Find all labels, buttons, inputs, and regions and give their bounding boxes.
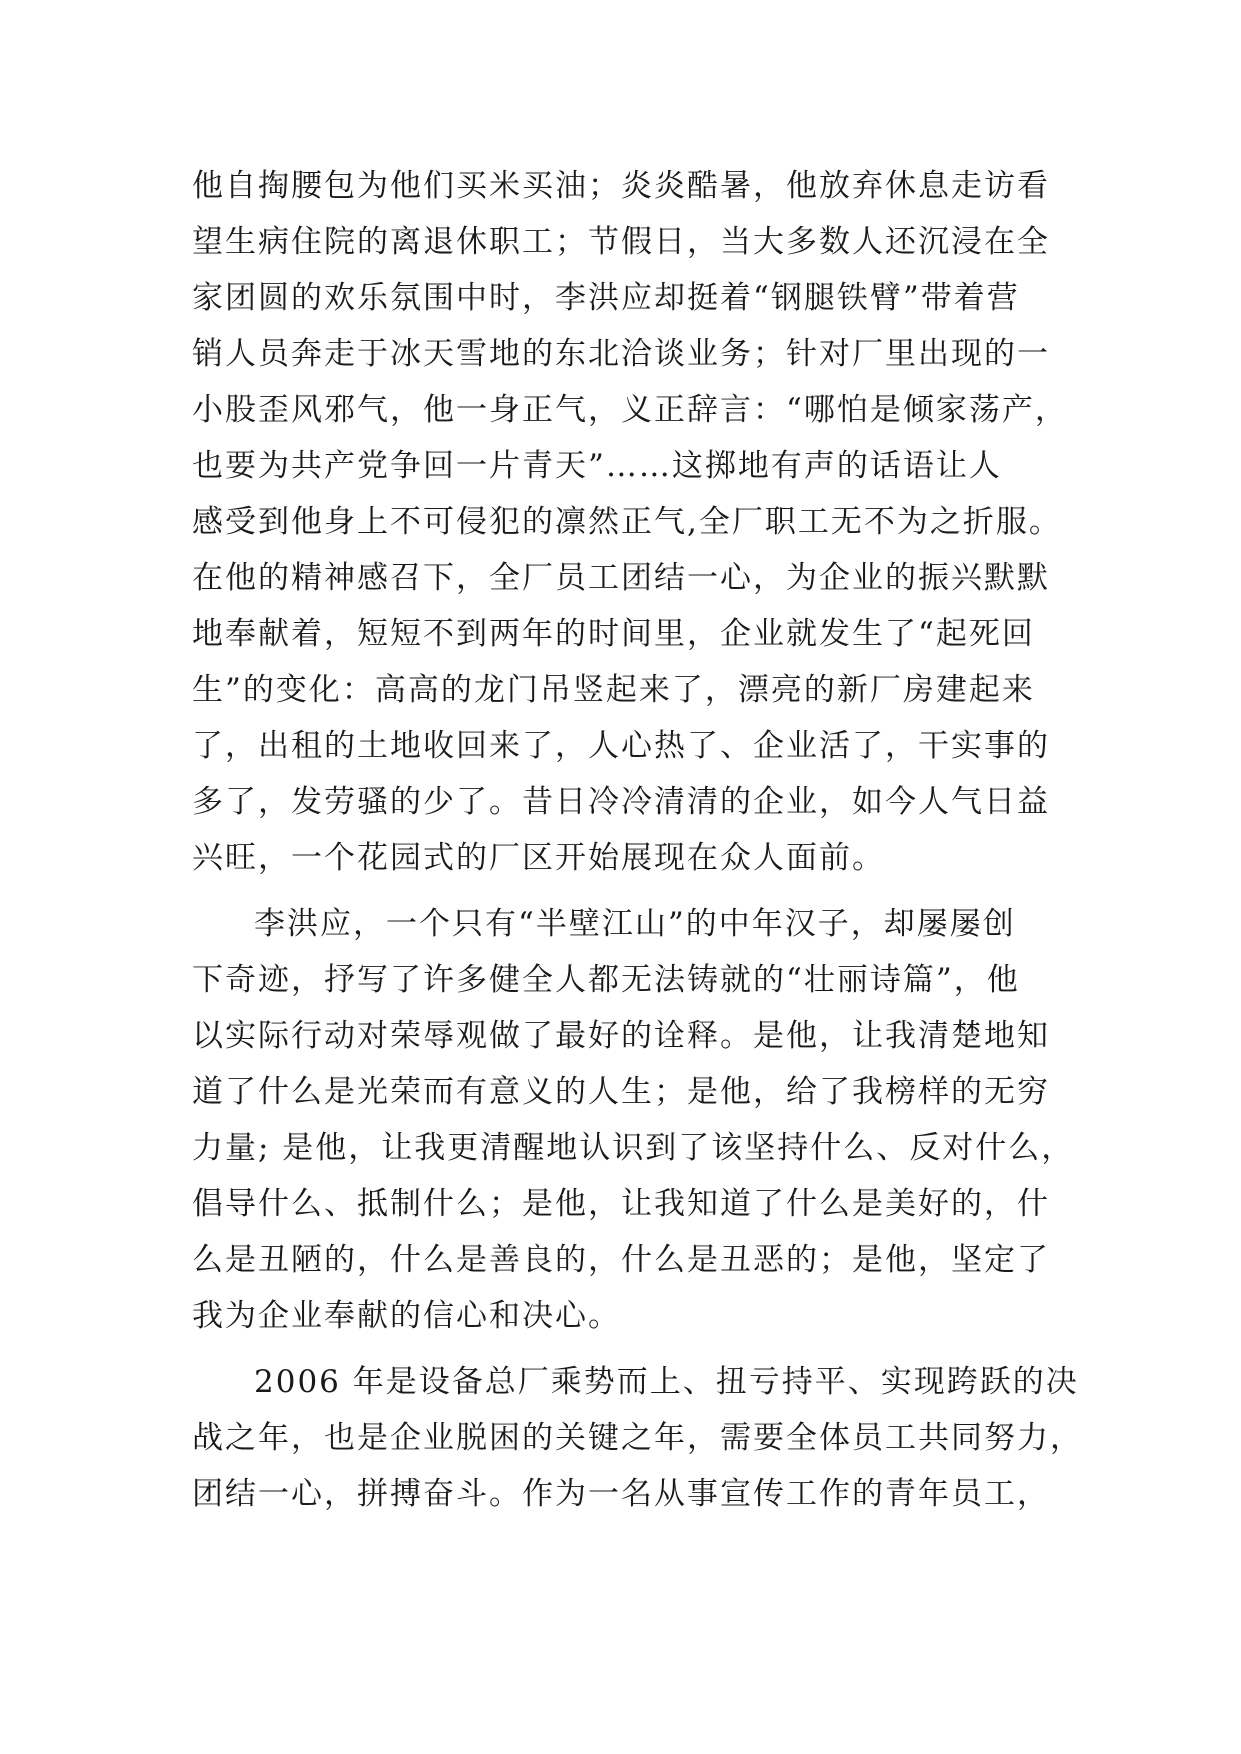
text-line: 以实际行动对荣辱观做了最好的诠释。是他，让我清楚地知 bbox=[192, 1018, 1050, 1054]
text-line: 战之年，也是企业脱困的关键之年，需要全体员工共同努力， bbox=[192, 1420, 1083, 1456]
text-line: 道了什么是光荣而有意义的人生；是他，给了我榜样的无穷 bbox=[192, 1074, 1050, 1110]
text-line: 地奉献着，短短不到两年的时间里，企业就发生了“起死回 bbox=[192, 616, 1035, 652]
text-line: 生”的变化：高高的龙门吊竖起来了，漂亮的新厂房建起来 bbox=[192, 672, 1035, 708]
text-line: 也要为共产党争回一片青天”……这掷地有声的话语让人 bbox=[192, 448, 1002, 484]
text-line: 我为企业奉献的信心和决心。 bbox=[192, 1298, 621, 1334]
text-line: 小股歪风邪气，他一身正气，义正辞言：“哪怕是倾家荡产， bbox=[192, 392, 1068, 428]
text-line: 倡导什么、抵制什么；是他，让我知道了什么是美好的，什 bbox=[192, 1186, 1050, 1222]
text-line: 力量; 是他，让我更清醒地认识到了该坚持什么、反对什么， bbox=[192, 1130, 1075, 1166]
paragraph-start-line: 2006 年是设备总厂乘势而上、扭亏持平、实现跨跃的决 bbox=[254, 1364, 1079, 1400]
text-line: 了，出租的土地收回来了，人心热了、企业活了，干实事的 bbox=[192, 728, 1050, 764]
text-line: 感受到他身上不可侵犯的凛然正气,全厂职工无不为之折服。 bbox=[192, 504, 1062, 540]
body-text bbox=[192, 158, 1083, 1522]
text-line: 家团圆的欢乐氛围中时，李洪应却挺着“钢腿铁臂”带着营 bbox=[192, 280, 1020, 316]
text-line: 多了，发劳骚的少了。昔日冷冷清清的企业，如今人气日益 bbox=[192, 784, 1050, 820]
text-line: 团结一心，拼搏奋斗。作为一名从事宣传工作的青年员工， bbox=[192, 1476, 1050, 1512]
text-line: 在他的精神感召下，全厂员工团结一心，为企业的振兴默默 bbox=[192, 560, 1050, 596]
text-line: 望生病住院的离退休职工；节假日，当大多数人还沉浸在全 bbox=[192, 224, 1050, 260]
text-line: 兴旺，一个花园式的厂区开始展现在众人面前。 bbox=[192, 840, 885, 876]
paragraph-start-line: 李洪应，一个只有“半壁江山”的中年汉子，却屡屡创 bbox=[254, 906, 1016, 942]
text-line: 销人员奔走于冰天雪地的东北洽谈业务；针对厂里出现的一 bbox=[192, 336, 1050, 372]
text-line: 么是丑陋的，什么是善良的，什么是丑恶的；是他，坚定了 bbox=[192, 1242, 1050, 1278]
text-line: 下奇迹，抒写了许多健全人都无法铸就的“壮丽诗篇”，他 bbox=[192, 962, 1020, 998]
text-line: 他自掏腰包为他们买米买油；炎炎酷暑，他放弃休息走访看 bbox=[192, 168, 1050, 204]
